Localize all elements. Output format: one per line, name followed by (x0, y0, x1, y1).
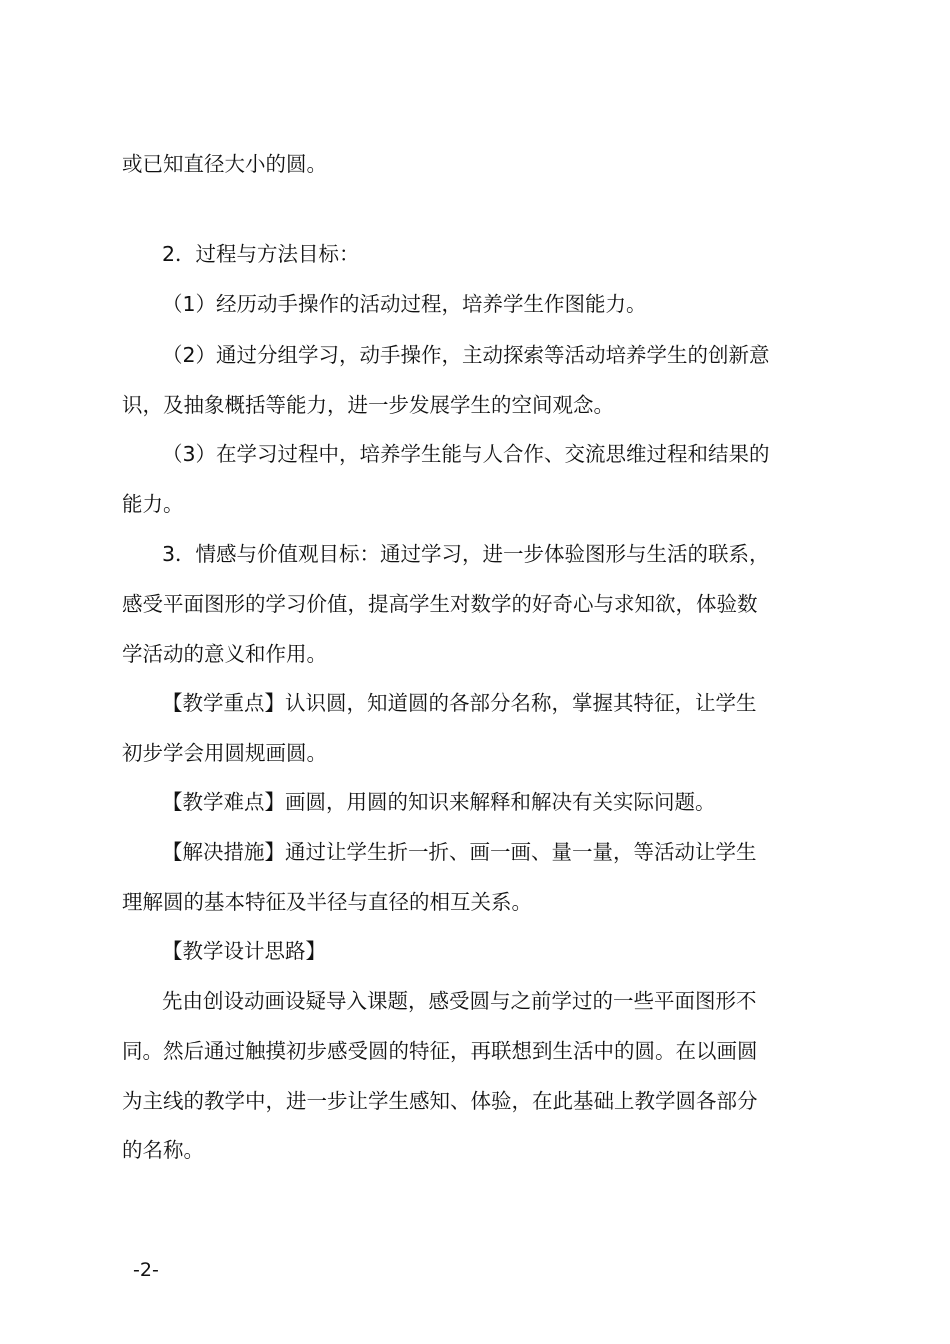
body-text-line: 的名称。 (122, 1138, 204, 1162)
list-item: （1）经历动手操作的活动过程，培养学生作图能力。 (162, 292, 647, 316)
list-item-continued: 能力。 (122, 492, 184, 516)
list-item: （3）在学习过程中，培养学生能与人合作、交流思维过程和结果的 (162, 442, 770, 466)
list-item-continued: 识，及抽象概括等能力，进一步发展学生的空间观念。 (122, 393, 614, 417)
teaching-focus-text: 【教学重点】认识圆，知道圆的各部分名称，掌握其特征，让学生 (162, 691, 757, 715)
body-text-line: 或已知直径大小的圆。 (122, 152, 327, 176)
section-heading: 【教学设计思路】 (162, 939, 326, 963)
body-text-line: 先由创设动画设疑导入课题，感受圆与之前学过的一些平面图形不 (162, 989, 757, 1013)
body-text-line: 感受平面图形的学习价值，提高学生对数学的好奇心与求知欲，体验数 (122, 592, 758, 616)
section-heading: 2．过程与方法目标： (162, 242, 360, 266)
body-text-line: 3．情感与价值观目标：通过学习，进一步体验图形与生活的联系， (162, 542, 770, 566)
body-text-line: 同。然后通过触摸初步感受圆的特征，再联想到生活中的圆。在以画圆 (122, 1039, 758, 1063)
body-text-line: 为主线的教学中，进一步让学生感知、体验，在此基础上教学圆各部分 (122, 1089, 758, 1113)
page-number: -2- (133, 1259, 159, 1281)
teaching-focus-text: 初步学会用圆规画圆。 (122, 741, 327, 765)
list-item: （2）通过分组学习，动手操作，主动探索等活动培养学生的创新意 (162, 343, 770, 367)
teaching-difficulty-text: 【教学难点】画圆，用圆的知识来解释和解决有关实际问题。 (162, 790, 716, 814)
solution-measures-text: 理解圆的基本特征及半径与直径的相互关系。 (122, 890, 532, 914)
solution-measures-text: 【解决措施】通过让学生折一折、画一画、量一量，等活动让学生 (162, 840, 757, 864)
body-text-line: 学活动的意义和作用。 (122, 642, 327, 666)
